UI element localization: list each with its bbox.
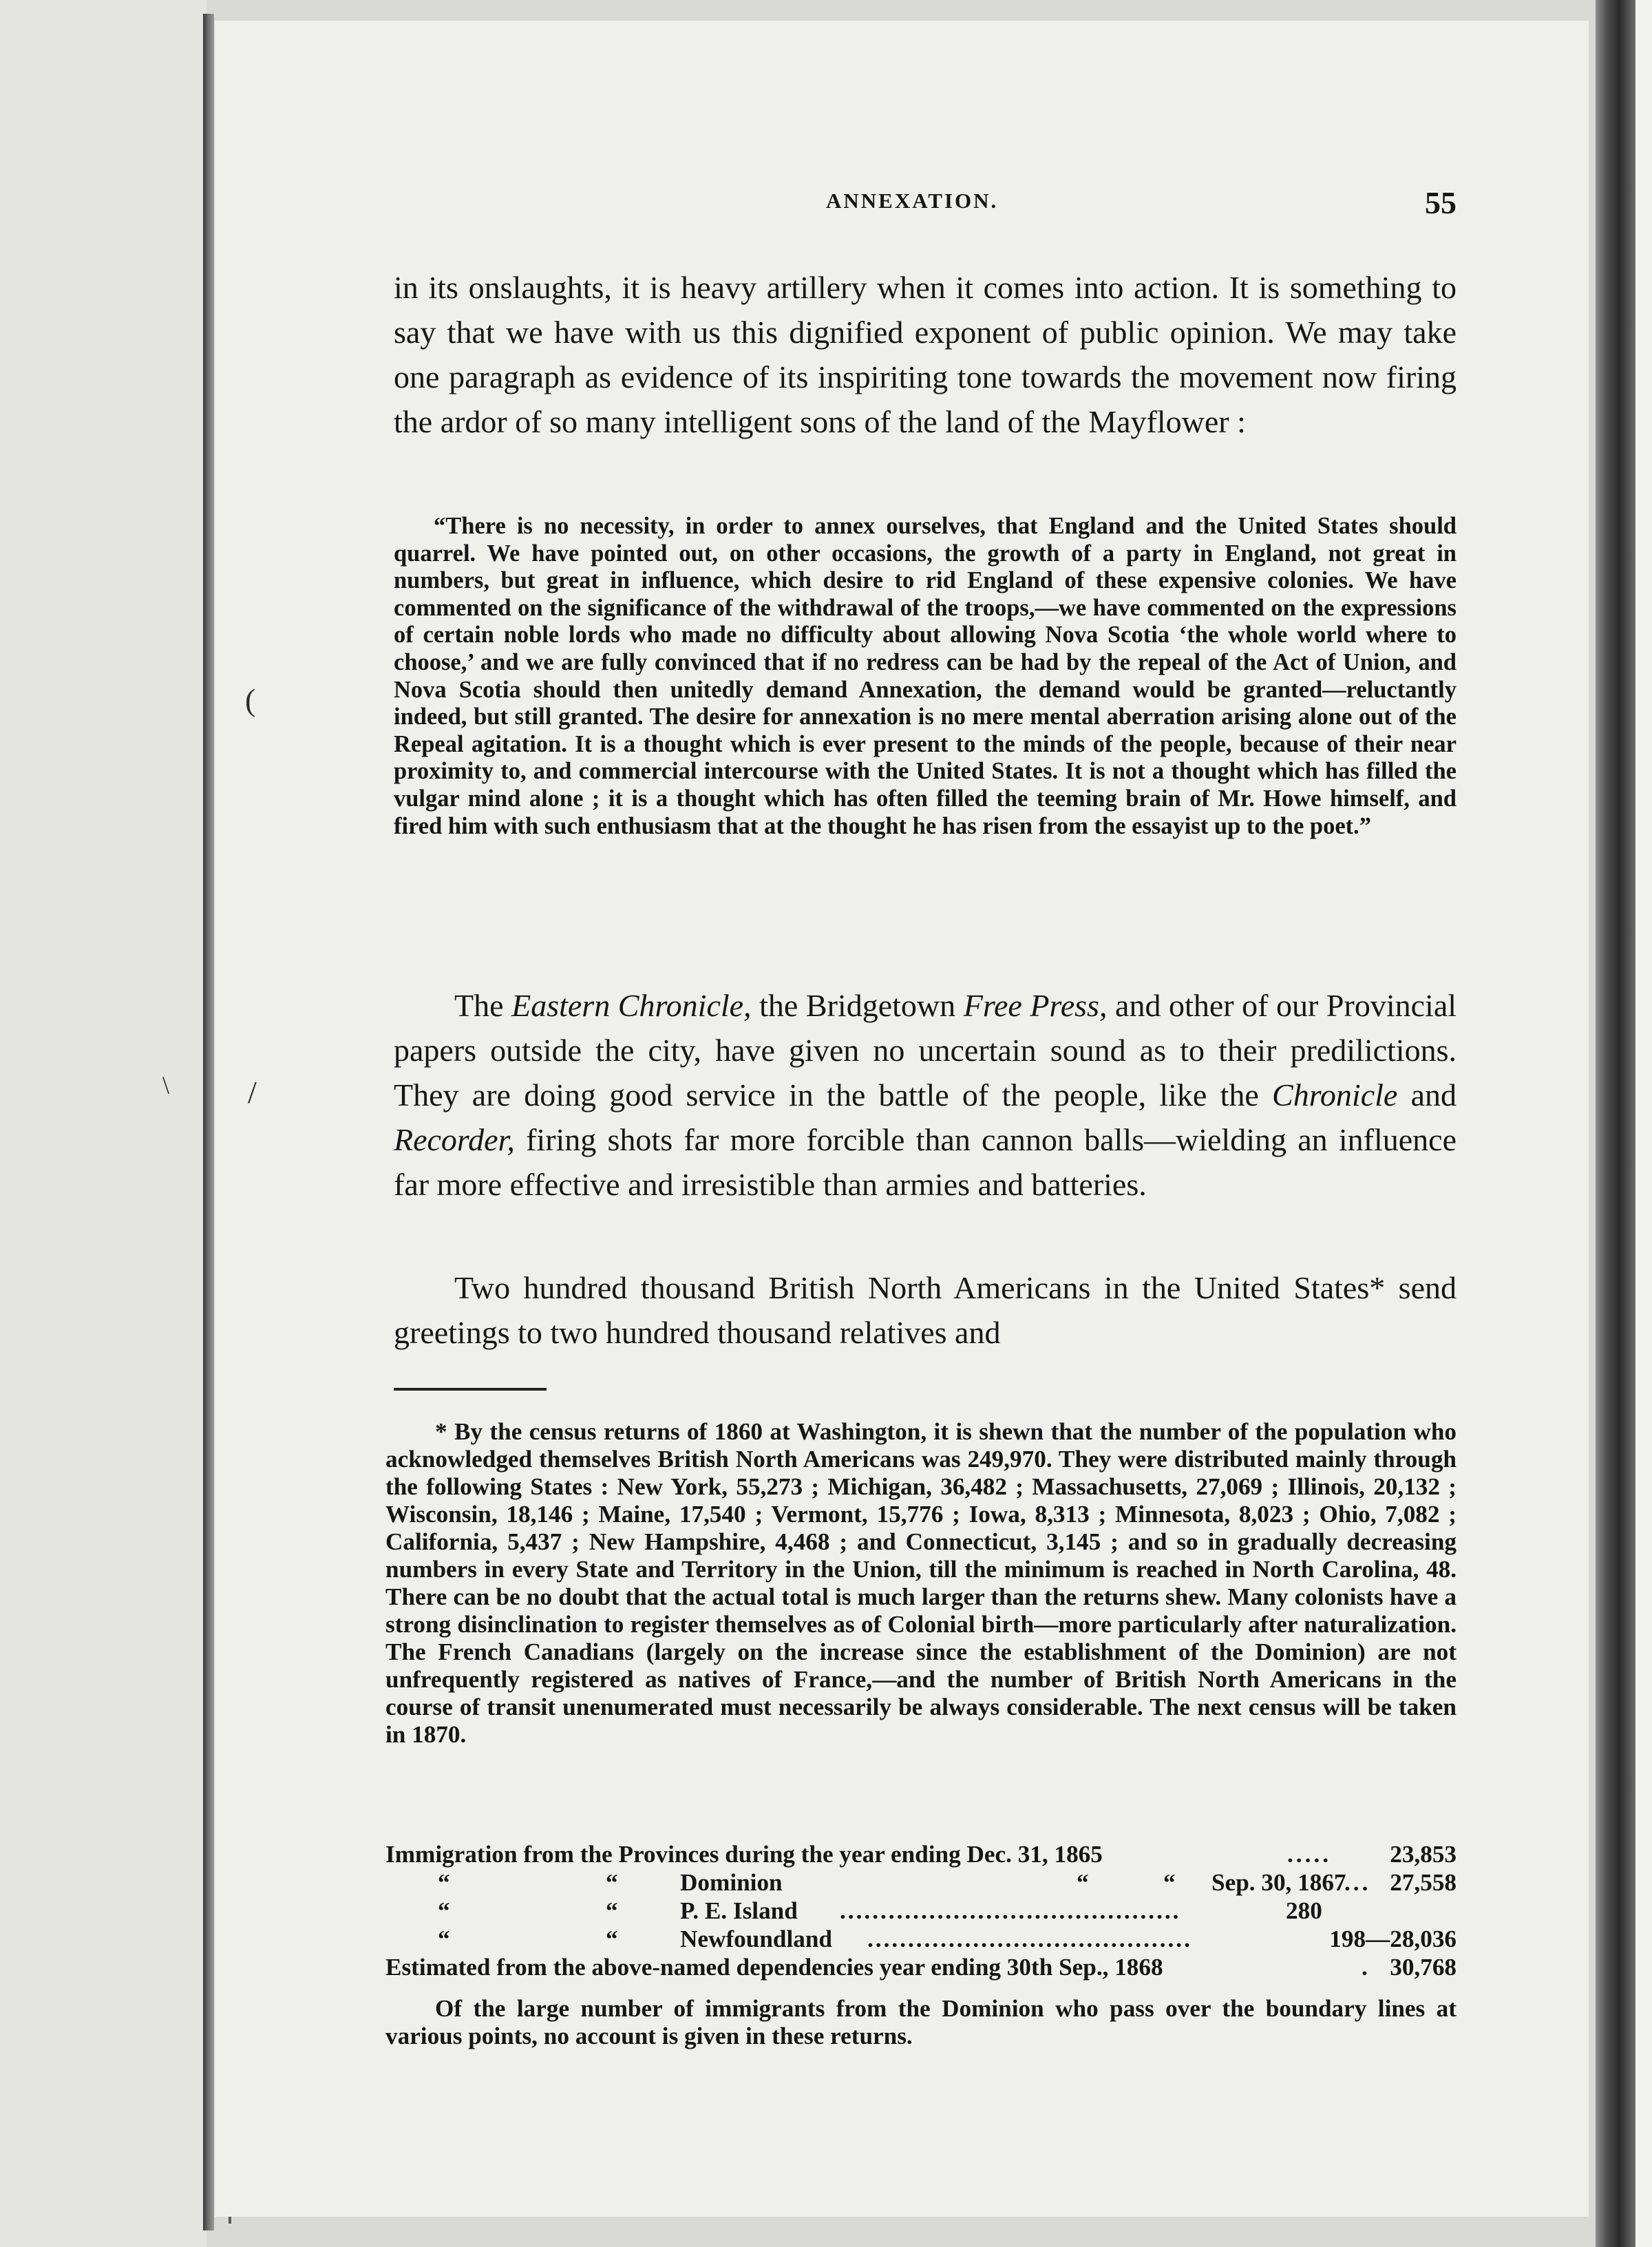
ditto-mark: “ [606, 1897, 618, 1924]
leader-dots: .......................................... [840, 1897, 1181, 1924]
body-paragraph [394, 983, 1457, 1207]
margin-mark: \ [162, 1071, 170, 1099]
table-row [385, 1953, 1457, 1981]
ditto-mark: “ [438, 1897, 450, 1924]
leader-dots: ... [1344, 1869, 1371, 1896]
row-value: 280 [1286, 1897, 1322, 1924]
page-number: 55 [1425, 185, 1457, 220]
newspaper-title: Recorder, [394, 1122, 515, 1157]
block-quote: “There is no necessity, in order to annex ourselves, that England and the United States should quarrel. We have pointed out, on other occasions, the growth of a party in England, not great in numbers, but great in influence, which desire to rid England of these expensive colonies. We have commented on the significance of the withdrawal of the troops,—we have commented on the expressions of certain noble lords who made no difficulty about allowing Nova Scotia ‘the whole world where to choose,’ and we are fully convinced that if no redress can be had by the repeal of the Act of Union, and Nova Scotia should then unitedly demand Annexation, the demand would be granted—reluctantly indeed, but still granted. The desire for annexation is no mere mental aberration arising alone out of the Repeal agitation. It is a thought which is ever present to the minds of the people, because of their near proximity to, and commercial intercourse with the United States. It is not a thought which has filled the vulgar mind alone ; it is a thought which has often filled the teeming brain of Mr. Howe himself, and fired him with such enthusiasm that at the thought he has risen from the essayist up to the poet.” [394, 513, 1457, 839]
table-row [385, 1925, 1457, 1953]
text-run: The [454, 988, 512, 1023]
row-value: 198—28,036 [1329, 1926, 1457, 1952]
body-paragraph: Two hundred thousand British North Americans in the United States* send greetings to two hundred thousand relatives and [394, 1270, 1457, 1350]
newspaper-title: Eastern Chronicle, [511, 988, 752, 1023]
newspaper-title: Chronicle [1272, 1077, 1398, 1112]
margin-mark: / [248, 1075, 257, 1110]
row-period: Sep. 30, 1867 [1211, 1869, 1346, 1896]
row-value: 30,768 [1390, 1954, 1457, 1981]
leader-dots: ........................................ [867, 1926, 1192, 1952]
row-label: Estimated from the above-named dependencies year ending 30th Sep., 1868 [385, 1954, 1163, 1981]
row-value: 23,853 [1390, 1841, 1457, 1868]
ditto-mark: “ [606, 1869, 618, 1896]
ditto-mark: “ [606, 1926, 618, 1952]
row-label: Dominion [680, 1869, 783, 1896]
leader-dots: . [1362, 1954, 1368, 1981]
leader-dots: ..... [1287, 1841, 1331, 1868]
running-head: ANNEXATION. [826, 189, 999, 213]
ditto-mark: “ [1163, 1869, 1176, 1896]
row-label: Newfoundland [680, 1926, 832, 1952]
row-label: P. E. Island [680, 1897, 798, 1924]
footnote-rule [394, 1388, 547, 1391]
page-edge-shadow [1596, 0, 1635, 2247]
left-page-margin [0, 0, 206, 2247]
page-edge-strip [1635, 0, 1652, 2247]
body-paragraph: in its onslaughts, it is heavy artillery when it comes into action. It is something to say that we have with us this dignified exponent of public opinion. We may take one paragraph as evidence of its inspiriting tone towards the movement now firing the ardor of so many intelligent sons of the land of the Mayflower : [394, 270, 1457, 439]
page-header [394, 184, 1457, 226]
text-run: and [1397, 1077, 1457, 1112]
ditto-mark: “ [1077, 1869, 1089, 1896]
ditto-mark: “ [438, 1926, 450, 1952]
row-label: Immigration from the Provinces during the year ending Dec. 31, 1865 [385, 1841, 1103, 1868]
table-row [385, 1897, 1457, 1925]
book-gutter [203, 14, 214, 2230]
immigration-table [385, 1840, 1457, 1981]
text-run: firing shots far more forcible than cannon balls—wielding an influence far more effective and irresistible than armies and batteries. [394, 1122, 1457, 1202]
table-row [385, 1868, 1457, 1897]
text-run: and other of our Provincial papers outside the city, have given no uncertain sound as to their predilictions. They are doing good service in the battle of the people, like the [394, 988, 1457, 1112]
margin-mark: ( [245, 682, 256, 717]
table-row [385, 1840, 1457, 1868]
ditto-mark: “ [438, 1869, 450, 1896]
row-value: 27,558 [1390, 1869, 1457, 1896]
newspaper-title: Free Press, [963, 988, 1108, 1023]
footnote: * By the census returns of 1860 at Washington, it is shewn that the number of the population who acknowledged themselves British North Americans was 249,970. They were distributed mainly through the following States : New York, 55,273 ; Michigan, 36,482 ; Massachusetts, 27,069 ; Illinois, 20,132 ; Wisconsin, 18,146 ; Maine, 17,540 ; Vermont, 15,776 ; Iowa, 8,313 ; Minnesota, 8,023 ; Ohio, 7,082 ; California, 5,437 ; New Hampshire, 4,468 ; and Connecticut, 3,145 ; and so in gradually decreasing numbers in every State and Territory in the Union, till the minimum is reached in North Carolina, 48. There can be no doubt that the actual total is much larger than the returns shew. Many colonists have a strong disinclination to register themselves as of Colonial birth—more particularly after naturalization. The French Canadians (largely on the increase since the establishment of the Dominion) are not unfrequently registered as natives of France,—and the number of British North Americans in the course of transit unenumerated must necessarily be always considerable. The next census will be taken in 1870. [385, 1418, 1457, 1748]
text-run: the Bridgetown [751, 988, 964, 1023]
footnote-closing: Of the large number of immigrants from the Dominion who pass over the boundary lines at various points, no account is given in these returns. [385, 1995, 1457, 2049]
